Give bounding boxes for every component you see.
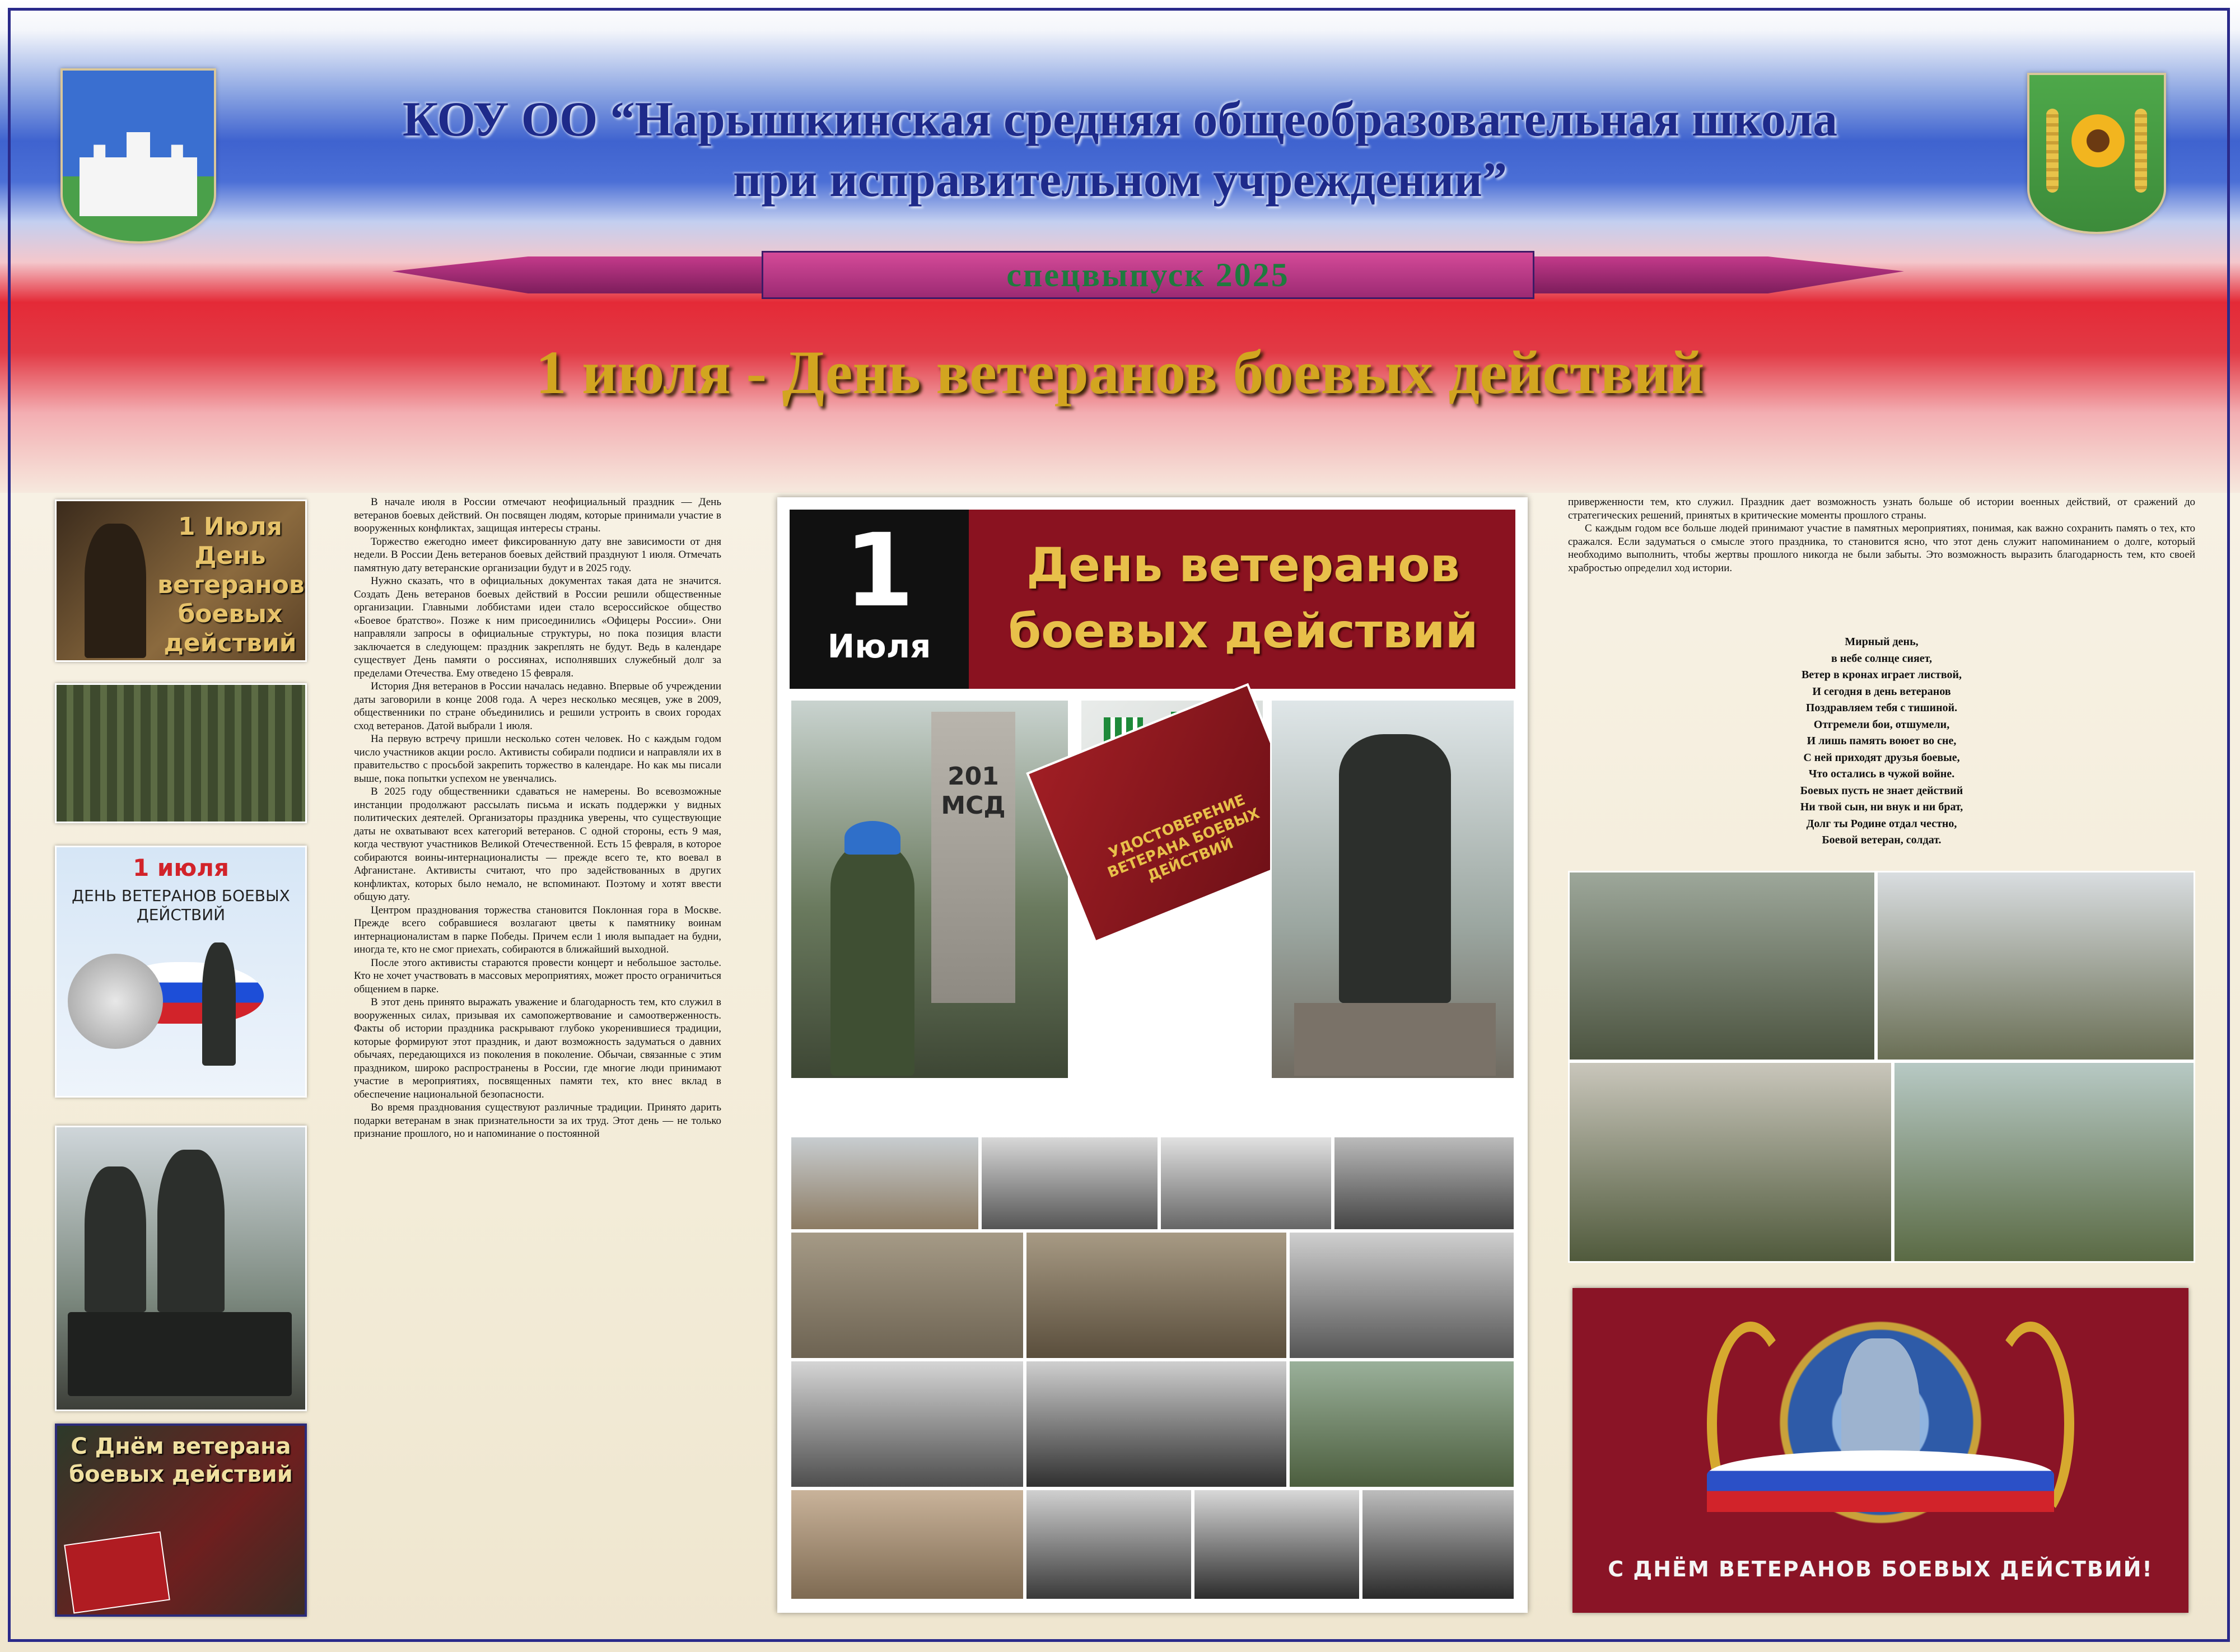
certificate-icon [64,1531,170,1613]
article-paragraph: Центром празднования торжества становится Поклонная гора в Москве. Прежде всего собравшиеся возлагают цветы к памятнику воинам интернационалистам в парке Победы. Причем если 1 июля выпадает на будни, иногда те, кто не смог приехать, собираются в ближайший выходной. [354,904,721,955]
article-paragraph: С каждым годом все больше людей принимают участие в памятных мероприятиях, понимая, как важно сохранить память о тех, кто сражался. Если задуматься о смысле этого праздника, то становится ясно, что этот день служит напоминанием о долге, который необходимо выполнить, чтобы жертвы прошлого никогда не были забыты. Это возможность выразить благодарность тем, кто своей храбростью определил ход истории. [1568,522,2195,574]
article-paragraph: Нужно сказать, что в официальных документах такая дата не значится. Создать День ветеранов боевых действий в России решили общественные организации. Главными лоббистами идеи стало всероссийское общество «Боевое братство». Позже к ним присоединились «Офицеры России». Они направляли запросы в официальные структуры, но пока позиция власти заключается в следующем: праздник закреплять не будут. Ведь в календаре существует День памяти о россиянах, исполнявших служебный долг за пределами Отечества. Ему отведено 15 февраля. [354,575,721,679]
poem-line: Что остались в чужой войне. [1808,768,1955,780]
article-paragraph: После этого активисты стараются провести концерт и небольшое застолье. Кто не хочет участвовать в массовых мероприятиях, может просто ограничиться общением в парке. [354,956,721,995]
right-photo-collage [1568,871,2195,1263]
article-column-right [1568,496,2195,575]
honor-guard-photo [790,699,1070,1080]
archive-photo [790,1136,980,1231]
poster-date-block [790,510,969,689]
article-paragraph: приверженности тем, кто служил. Праздник дает возможность узнать больше об истории военных действий, от сражений до стратегических решений, принятых в критические моменты прошлого страны. [1568,496,2195,521]
archive-photo [790,1231,1025,1360]
monument-inscription: 201 МСД [941,762,1006,820]
sunflower-coat-of-arms-icon [2027,73,2166,234]
monument-pedestal [1294,1003,1496,1076]
medal-icon [68,954,163,1049]
archive-photo [1159,1136,1333,1231]
poem-line: Ветер в кронах играет листвой, [1801,669,1962,681]
greeting-card-caption: С Днём ветерана боевых действий [69,1434,293,1487]
soldiers-field-photo [1893,1061,2195,1263]
school-title [269,90,1971,211]
poem-line: Долг ты Родине отдал честно, [1806,817,1957,830]
article-paragraph: В этот день принято выражать уважение и благодарность тем, кто служил в вооруженных силах, призывая их самопожертвование и самоотверженность. Факты об истории праздника раскрывают глубоко укоренившиеся традиции, которые формируют этот праздник, и дают возможность задуматься о давних обычаях, передающихся из поколения в поколение. Обычаи, связанные с этим праздником, широко распространены в России, где многие люди принимают участие в мероприятиях, посвященных памяти тех, кто внес вклад в обеспечение национальной безопасности. [354,996,721,1100]
wheat-icon [2135,109,2147,193]
school-title-line1: КОУ ОО “Нарышкинская средняя общеобразовательная школа [402,92,1838,147]
poem-line: Боевой ветеран, солдат. [1822,834,1942,846]
archive-photo [790,1360,1025,1488]
card-subtitle: ДЕНЬ ВЕТЕРАНОВ БОЕВЫХ ДЕЙСТВИЙ [72,886,290,924]
left-image-memorial [55,1126,307,1411]
archive-photo [1025,1360,1288,1488]
central-poster [777,497,1528,1613]
poster-date-number: 1 [844,512,914,629]
poem-line: Поздравляем тебя с тишиной. [1805,702,1958,714]
banner-greeting-text: С ДНЁМ ВЕТЕРАНОВ БОЕВЫХ ДЕЙСТВИЙ! [1608,1557,2153,1581]
soldiers-camouflage-photo [1568,1061,1893,1263]
poem-line: С ней приходят друзья боевые, [1803,751,1960,764]
tank-photo [1288,1360,1515,1488]
soldier-figure [830,841,914,1076]
soldier-statue-icon [157,1150,225,1312]
poem-line: И лишь память воюет во сне, [1807,735,1957,747]
left-image-card-july1 [55,846,307,1098]
poem-line: Мирный день, [1845,636,1919,648]
mountains-photo [1025,1231,1288,1360]
poem-line: И сегодня в день ветеранов [1812,685,1951,698]
poster-title [991,532,1495,664]
soldier-statue-icon [85,524,146,658]
archive-photo [1333,1136,1515,1231]
memorial-base [68,1312,292,1396]
headline: 1 июля - День ветеранов боевых действий [535,338,1705,407]
memorial-bell-photo [790,1488,1025,1600]
archive-photo [980,1136,1159,1231]
soldier-statue-icon [202,942,236,1066]
greeting-banner [1572,1288,2188,1613]
wheat-icon [2046,109,2059,193]
soldiers-photo [1568,871,1876,1061]
archive-photo [1288,1231,1515,1360]
archive-photo [1193,1488,1361,1600]
article-paragraph: История Дня ветеранов в России началась недавно. Впервые об учреждении даты заговорили в конце 2008 года. А через несколько месяцев, уже в 2009, общественники по стране объединились и решили устроить в своих городах сход ветеранов. Датой выбрали 1 июля. [354,680,721,732]
poem [1568,634,2195,849]
left-image-caption: 1 Июля День ветеранов боевых действий [157,512,305,657]
poem-line: Боевых пусть не знает действий [1800,784,1963,797]
left-image-veteran-statue [55,500,307,662]
archive-photo [1361,1488,1515,1600]
article-column-left [354,496,721,1141]
castle-icon [80,132,197,216]
article-paragraph: На первую встречу пришли несколько сотен человек. Но с каждым годом число участников акции росло. Активисты собирали подписи и направляли их в правительство с просьбой закрепить торжество в календаре. Но как мы писали выше, пока попытки успехом не увенчались. [354,733,721,785]
special-issue-label: спецвыпуск 2025 [1006,256,1290,293]
left-image-troops-parade [55,683,307,823]
certificate-text: УДОСТОВЕРЕНИЕ ВЕТЕРАНА БОЕВЫХ ДЕЙСТВИЙ [1105,791,1262,885]
article-paragraph: Торжество ежегодно имеет фиксированную дату вне зависимости от дня недели. В России День ветеранов боевых действий празднуют 1 июля. Отмечать памятную дату ветеранские организации будут и в 2025 году. [354,535,721,574]
monument-column [931,712,1015,1003]
poster-header [790,510,1515,689]
poster-date-month: Июля [827,627,931,665]
poem-line: в небе солнце сияет, [1831,652,1932,665]
soldiers-group-photo [1876,871,2195,1061]
bronze-soldier-monument-photo [1270,699,1515,1080]
flag-ribbon-icon [1707,1450,2054,1512]
article-paragraph: В 2025 году общественники сдаваться не намерены. Во всевозможные инстанции продолжают рассылать письма и искать поддержки у видных политических деятелей. Организаторы праздника уверены, что существующие даты не охватывают всех категорий ветеранов. С одной стороны, есть 9 мая, когда чествуют участников Великой Отечественной. Есть 15 февраля, в которое собираются воины-интернационалисты — прежде всего те, кто воевал в Афганистане. Активисты считают, что про задействованных в других конфликтах, которых было немало, не вспоминают. Поэтому и хотят ввести общую дату. [354,786,721,903]
blue-beret-icon [844,821,900,855]
article-paragraph: В начале июля в России отмечают неофициальный праздник — День ветеранов боевых действий. Он посвящен людям, которые принимали участие в вооруженных конфликтах, защищая интересы страны. [354,496,721,534]
orel-coat-of-arms-icon [60,68,216,244]
card-date: 1 июля [133,854,229,881]
article-paragraph: Во время празднования существуют различные традиции. Принято дарить подарки ветеранам в знак признательности за их труд. Этот день — не только признание прошлого, но и напоминание о постоянной [354,1102,721,1140]
poster-title-line2: боевых действий [1008,604,1478,659]
poem-line: Отгремели бои, отшумели, [1813,718,1950,731]
poem-line: Ни твой сын, ни внук и ни брат, [1800,801,1963,813]
sunflower-icon [2071,114,2125,167]
soldier-statue-icon [85,1166,146,1312]
archive-photo [1025,1488,1193,1600]
left-image-greeting-card [55,1424,307,1617]
soldier-statue-icon [1339,734,1451,1003]
school-title-line2: при исправительном учреждении” [732,153,1508,207]
poster-title-line1: День ветеранов [1026,538,1460,592]
